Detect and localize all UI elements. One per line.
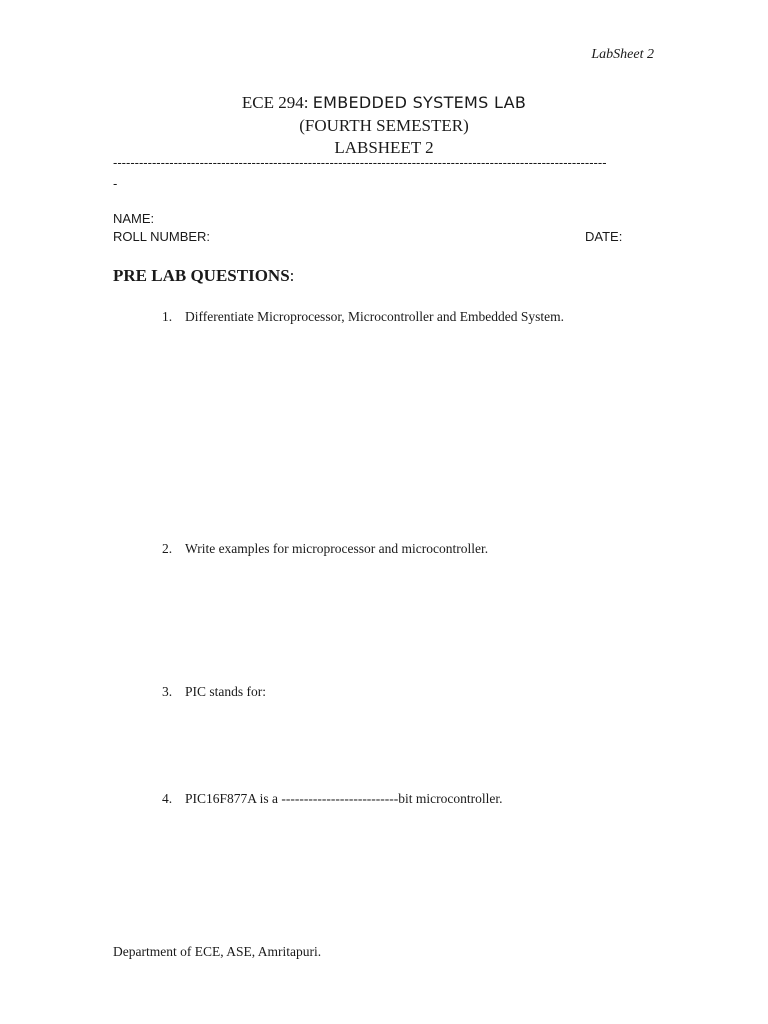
question-text: Write examples for microprocessor and microcontroller.	[185, 541, 489, 556]
dashed-divider-tail: -	[113, 176, 118, 191]
question-text: PIC stands for:	[185, 684, 266, 699]
dashed-divider: ------------------------------------------------------------------------------------------------------------------	[113, 155, 607, 170]
section-heading-colon: :	[289, 266, 295, 285]
labsheet-tag: LabSheet 2	[591, 47, 654, 62]
course-name: EMBEDDED SYSTEMS LAB	[312, 93, 527, 112]
question-number: 4.	[162, 791, 173, 806]
question-text: PIC16F877A is a --------------------------bit microcontroller.	[185, 791, 503, 806]
section-heading	[113, 266, 294, 286]
section-heading-text: PRE LAB QUESTIONS	[113, 266, 290, 285]
semester-subtitle: (FOURTH SEMESTER)	[299, 116, 469, 135]
footer-department: Department of ECE, ASE, Amritapuri.	[113, 944, 322, 959]
date-label: DATE:	[585, 229, 623, 244]
question-number: 2.	[162, 541, 173, 556]
labsheet-subtitle: LABSHEET 2	[334, 138, 434, 157]
question-item	[162, 309, 564, 325]
roll-number-label: ROLL NUMBER:	[113, 229, 211, 244]
question-number: 1.	[162, 309, 173, 324]
name-label: NAME:	[113, 211, 155, 226]
question-item	[162, 684, 266, 700]
page-title	[0, 93, 768, 113]
question-item	[162, 791, 503, 807]
question-text: Differentiate Microprocessor, Microcontroller and Embedded System.	[185, 309, 564, 324]
course-code: ECE 294:	[241, 93, 309, 112]
question-number: 3.	[162, 684, 173, 699]
question-item	[162, 541, 488, 557]
